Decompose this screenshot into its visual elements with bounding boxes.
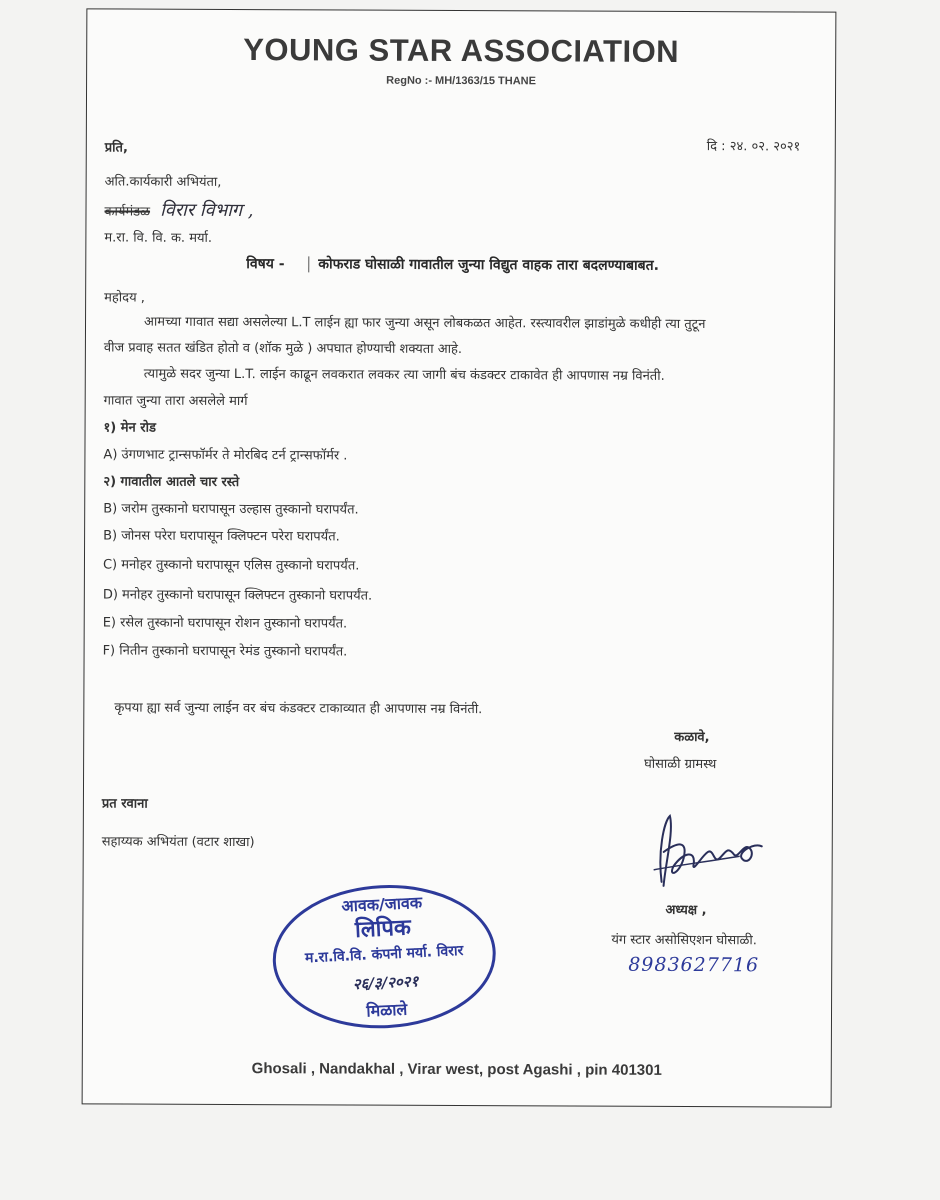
- sender: घोसाळी ग्रामस्थ: [644, 756, 717, 773]
- inward-stamp: [268, 877, 501, 1036]
- section2-item: C) मनोहर तुस्कानो घरापासून एलिस तुस्कानो घरापर्यंत.: [102, 557, 360, 574]
- section2-item: F) नितीन तुस्कानो घरापासून रेमंड तुस्कानो घरापर्यंत.: [102, 643, 348, 660]
- section2-item: D) मनोहर तुस्कानो घरापासून क्लिफ्टन तुस्कानो घरापर्यंत.: [102, 587, 373, 604]
- routes-intro: गावात जुन्या तारा असलेले मार्ग: [103, 393, 248, 410]
- salutation: महोदय ,: [104, 290, 145, 306]
- closing-word: कळावे,: [674, 729, 710, 746]
- stamp-line1: आवक/जावक: [341, 892, 423, 916]
- section1-item: A) उंगणभाट ट्रान्सफॉर्मर ते मोरबिद टर्न ट्रान्सफॉर्मर .: [103, 447, 348, 464]
- recipient-line3: म.रा. वि. वि. क. मर्या.: [104, 230, 213, 246]
- signatory-title: अध्यक्ष ,: [665, 902, 707, 919]
- subject-divider: [308, 256, 309, 272]
- stamp-line3: म.रा.वि.वि. कंपनी मर्या. विरार: [304, 942, 464, 967]
- recipient-handwritten: विरार विभाग ,: [160, 199, 254, 222]
- subject-label: विषय -: [246, 256, 285, 273]
- phone-number: 8983627716: [628, 953, 760, 977]
- stamp-line5: मिळाले: [365, 999, 408, 1021]
- letter-page: [82, 8, 837, 1107]
- section2-item: E) रसेल तुस्कानो घरापासून रोशन तुस्कानो घरापर्यंत.: [102, 615, 348, 632]
- stamp-line2: लिपिक: [354, 915, 412, 944]
- section2-title: २) गावातील आतले चार रस्ते: [103, 474, 240, 491]
- section1-title: १) मेन रोड: [103, 420, 156, 436]
- recipient-line2: [104, 197, 253, 222]
- paragraph1-line1: आमच्या गावात सद्या असलेल्या L.T लाईन ह्या फार जुन्या असून लोबकळत आहेत. रस्त्यावरील झाडांमुळे कधीही त्या तुटून: [143, 314, 706, 333]
- registration-number: RegNo :- MH/1363/15 THANE: [386, 74, 536, 88]
- section2-item: B) जोनस परेरा घरापासून क्लिफ्टन परेरा घरापर्यंत.: [103, 528, 340, 545]
- stamp-date: २६/३/२०२१: [352, 972, 419, 994]
- org-name: YOUNG STAR ASSOCIATION: [243, 32, 680, 69]
- paragraph2: त्यामुळे सदर जुन्या L.T. लाईन काढून लवकरात लवकर त्या जागी बंच कंडक्टर टाकावेत ही आपणास नम्र विनंती.: [143, 366, 665, 384]
- subject-text: कोफराड घोसाळी गावातील जुन्या विद्युत वाहक तारा बदलण्याबाबत.: [318, 256, 659, 274]
- closing-request: कृपया ह्या सर्व जुन्या लाईन वर बंच कंडक्टर टाकाव्यात ही आपणास नम्र विनंती.: [114, 700, 483, 718]
- copy-recipient: सहाय्यक अभियंता (वटार शाखा): [101, 834, 255, 851]
- signatory-org: यंग स्टार असोसिएशन घोसाळी.: [611, 932, 757, 949]
- copy-label: प्रत रवाना: [101, 796, 148, 812]
- footer-address: Ghosali , Nandakhal , Virar west, post Agashi , pin 401301: [251, 1060, 662, 1079]
- paragraph1-line2: वीज प्रवाह सतत खंडित होतो व (शॉक मुळे ) अपघात होण्याची शक्यता आहे.: [103, 340, 463, 358]
- letter-date: दि : २४. ०२. २०२१: [706, 139, 801, 155]
- recipient-struck-text: कार्यमंडळ: [104, 204, 151, 220]
- to-label: प्रति,: [104, 140, 128, 156]
- signature-image: [644, 812, 774, 893]
- section2-item: B) जरोम तुस्कानो घरापासून उल्हास तुस्कानो घरापर्यंत.: [103, 501, 359, 518]
- recipient-line1: अति.कार्यकारी अभियंता,: [104, 174, 222, 190]
